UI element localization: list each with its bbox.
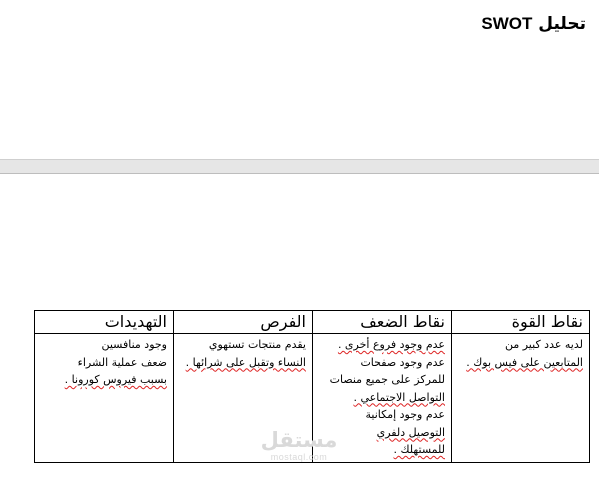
swot-header-row <box>35 311 590 334</box>
header-threats: التهديدات <box>35 311 174 334</box>
weaknesses-line: التوصيل دلفري <box>376 425 445 439</box>
opportunities-line: النساء وتقبل على شرائها . <box>185 355 306 369</box>
strengths-line: لديه عدد كبير من <box>504 338 583 351</box>
strengths-line: المتابعين على فيس بوك . <box>466 355 583 369</box>
watermark-arabic: مستقل <box>260 428 338 452</box>
opportunities-cell[interactable] <box>174 334 313 463</box>
threats-line: وجود منافسين <box>101 338 167 351</box>
weaknesses-line: للمستهلك . <box>393 443 445 456</box>
document-title-latin: SWOT <box>481 14 533 33</box>
weaknesses-line: عدم وجود صفحات <box>360 355 445 369</box>
document-page-top <box>0 0 599 160</box>
threats-cell[interactable] <box>35 334 174 463</box>
document-title-arabic: تحليل <box>538 14 586 34</box>
weaknesses-line: التواصل الاجتماعي . <box>353 390 445 404</box>
threats-line: بسبب فيروس كورونا . <box>64 373 167 386</box>
header-opportunities: الفرص <box>174 311 313 334</box>
weaknesses-cell[interactable] <box>313 334 452 463</box>
swot-content-row <box>35 334 590 463</box>
header-weaknesses: نقاط الضعف <box>313 311 452 334</box>
weaknesses-line: عدم وجود إمكانية <box>365 408 445 421</box>
weaknesses-line: للمركز على جميع منصات <box>329 373 445 386</box>
strengths-cell[interactable] <box>452 334 590 463</box>
watermark-latin: mostaql.com <box>270 452 328 462</box>
document-title <box>481 14 586 34</box>
weaknesses-line: عدم وجود فروع أخرى . <box>337 338 445 351</box>
header-strengths: نقاط القوة <box>452 311 590 334</box>
swot-table <box>34 310 590 463</box>
opportunities-line: يقدم منتجات تستهوي <box>208 338 306 351</box>
threats-line: ضعف عملية الشراء <box>77 355 167 369</box>
page-break-gap <box>0 159 599 174</box>
